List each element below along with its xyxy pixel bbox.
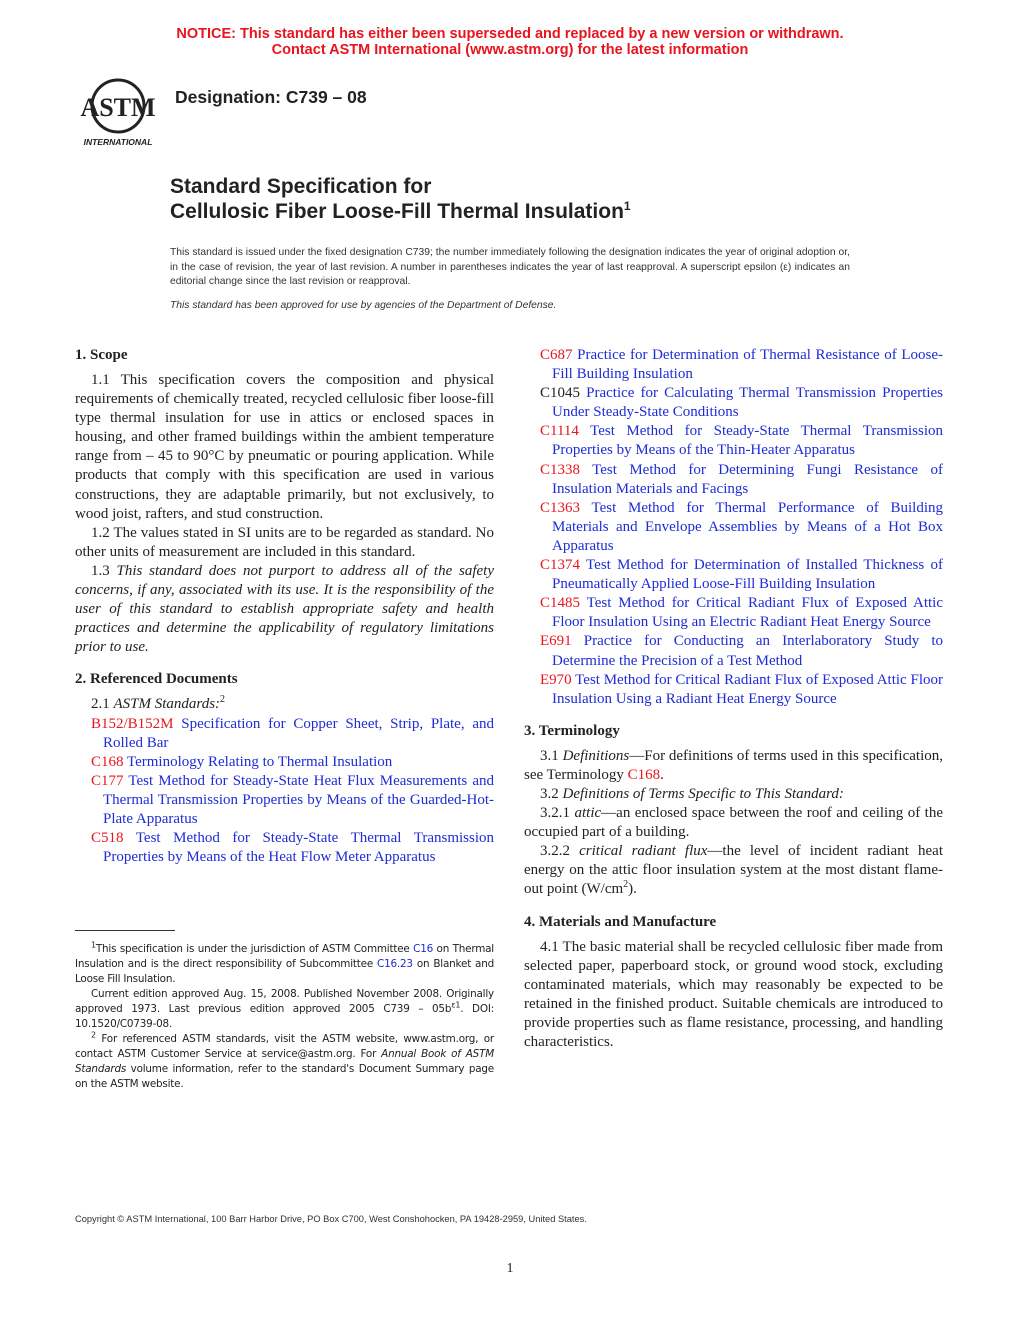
referenced-standard	[540, 422, 943, 460]
footnote	[75, 987, 494, 1032]
text-run: on Blanket and Loose Fill Insulation.	[75, 958, 495, 985]
referenced-standard	[91, 829, 494, 867]
footnotes	[75, 942, 494, 1092]
document-link[interactable]: Test Method for Steady-State Thermal Transmission Properties by Means of the Heat Flow Meter Apparatus	[103, 830, 494, 866]
section-heading: 2. Referenced Documents	[75, 671, 238, 688]
document-link[interactable]: C177	[91, 772, 124, 789]
document-title	[170, 174, 631, 224]
title-line-2	[170, 199, 631, 224]
footnote	[75, 1032, 494, 1092]
referenced-standard	[91, 753, 494, 772]
section-heading: 4. Materials and Manufacture	[524, 913, 717, 930]
document-link[interactable]: Test Method for Critical Radiant Flux of Exposed Attic Floor Insulation Using a Radiant Heat Energy Source	[552, 671, 943, 707]
dod-approval-note: This standard has been approved for use by agencies of the Department of Defense.	[170, 299, 557, 311]
astm-logo	[76, 76, 160, 148]
text-run: ASTM Standards:	[113, 696, 221, 713]
page-number: 1	[506, 1261, 514, 1276]
document-link[interactable]: Practice for Conducting an Interlaboratory Study to Determine the Precision of a Test Method	[552, 633, 943, 669]
footnote-marker: 2	[220, 694, 226, 706]
document-link[interactable]: E691	[540, 633, 572, 650]
designation: Designation: C739 – 08	[175, 87, 367, 107]
text-run: —the level of incident radiant heat energy on the attic floor insulation system at the most distant flame-out point (W/cm	[524, 843, 943, 898]
referenced-standard	[540, 461, 943, 499]
referenced-standard	[540, 384, 943, 422]
text-run: 1.1 This specification covers the composition and physical requirements of chemically treated, recycled cellulosic fiber loose-fill type thermal insulation for use in attics or enclosed spaces in housing, and other framed buildings within the ambient temperature range from – 45 to 90°C by pneumatic or pouring application. While products that comply with this specification are used in various constructions, they are adaptable primarily, but not exclusively, to wood joist, rafters, and stud construction.	[75, 372, 494, 522]
text-run: —For definitions of terms used in this specification, see Terminology	[524, 747, 944, 783]
text-run: attic	[574, 805, 602, 822]
referenced-standard	[540, 499, 943, 556]
footnote-marker: 2	[91, 1030, 96, 1040]
text-run: Annual Book of ASTM Standards	[75, 1048, 494, 1075]
text-run: Definitions	[562, 747, 630, 764]
text-run: 3.2.1	[540, 805, 575, 822]
paragraph	[524, 842, 943, 899]
text-run: .	[660, 766, 664, 783]
title-line-1: Standard Specification for	[170, 175, 432, 198]
text-run: 3.2.2	[540, 843, 580, 860]
document-link[interactable]: Practice for Determination of Thermal Resistance of Loose-Fill Building Insulation	[552, 347, 943, 383]
footnote-marker: ε1	[451, 1000, 461, 1010]
paragraph	[524, 785, 943, 804]
document-link[interactable]: C518	[91, 830, 124, 847]
footnote-marker: 1	[91, 940, 96, 950]
document-link[interactable]: Specification for Copper Sheet, Strip, Plate, and Rolled Bar	[103, 715, 494, 751]
document-link[interactable]: C16.23	[377, 958, 413, 970]
text-run: 2.1	[91, 696, 114, 713]
notice-line-1: NOTICE: This standard has either been superseded and replaced by a new version or withdrawn.	[176, 26, 844, 42]
left-column	[75, 346, 494, 867]
document-link[interactable]: C1114	[540, 423, 579, 440]
footnote	[75, 942, 494, 987]
paragraph	[524, 938, 943, 1053]
document-link[interactable]: Test Method for Determining Fungi Resistance of Insulation Materials and Facings	[552, 461, 943, 497]
text-run: critical radiant flux	[579, 843, 708, 860]
document-link[interactable]: C1374	[540, 557, 581, 574]
document-link[interactable]: C16	[413, 943, 434, 955]
referenced-standard	[540, 346, 943, 384]
document-link[interactable]: C168	[627, 766, 661, 783]
document-link[interactable]: C1485	[540, 595, 581, 612]
document-link[interactable]: Practice for Calculating Thermal Transmission Properties Under Steady-State Conditions	[552, 385, 943, 421]
text-run: Definitions of Terms Specific to This Standard:	[562, 785, 844, 802]
text-run: 1.3	[91, 562, 117, 579]
document-link[interactable]: C1338	[540, 461, 581, 478]
text-run: For referenced ASTM standards, visit the ASTM website, www.astm.org, or contact ASTM Customer Service at service@astm.org. For	[75, 1033, 494, 1060]
document-link[interactable]: Test Method for Steady-State Heat Flux Measurements and Thermal Transmission Properties by Means of the Guarded-Hot-Plate Apparatus	[103, 772, 494, 827]
document-link[interactable]: B152/B152M	[91, 715, 174, 732]
text-run: ).	[628, 881, 637, 898]
footnote-divider	[75, 930, 175, 931]
footnote-marker: 2	[623, 879, 629, 891]
document-link[interactable]: Test Method for Steady-State Thermal Transmission Properties by Means of the Thin-Heater Apparatus	[552, 423, 943, 459]
title-text: Cellulosic Fiber Loose-Fill Thermal Insulation	[170, 200, 624, 223]
text-run: C1045	[540, 385, 581, 402]
paragraph	[524, 747, 943, 785]
document-link[interactable]: C687	[540, 347, 573, 363]
paragraph	[75, 562, 494, 657]
document-link[interactable]: Test Method for Determination of Installed Thickness of Pneumatically Applied Loose-Fill Building Insulation	[552, 557, 943, 593]
right-column	[524, 346, 943, 1052]
section-heading: 1. Scope	[75, 347, 128, 363]
logo-mark: ASTM	[80, 93, 156, 122]
text-run: This specification is under the jurisdiction of ASTM Committee	[95, 943, 414, 955]
document-link[interactable]: C1363	[540, 499, 581, 516]
paragraph	[524, 804, 943, 842]
logo-subtext: INTERNATIONAL	[83, 137, 153, 147]
notice-line-2: Contact ASTM International (www.astm.org) for the latest information	[271, 41, 749, 58]
text-run: Current edition approved Aug. 15, 2008. Published November 2008. Originally approved 1973. Last previous edition approved 2005 C739 – 05b	[75, 988, 494, 1015]
document-link[interactable]: Test Method for Critical Radiant Flux of Exposed Attic Floor Insulation Using an Electric Radiant Heat Energy Source	[552, 595, 943, 631]
supersession-notice	[0, 27, 1020, 58]
text-run: 4.1 The basic material shall be recycled cellulosic fiber made from selected paper, paperboard stock, or ground wood stock, excluding contaminated materials, which may reasonably be expected to be retained in the finished product. Suitable chemicals are introduced to provide properties such as flame resistance, processing, and handling characteristics.	[524, 938, 943, 1050]
document-link[interactable]: Terminology Relating to Thermal Insulation	[123, 753, 393, 770]
paragraph	[75, 371, 494, 524]
document-link[interactable]: Test Method for Thermal Performance of Building Materials and Envelope Assemblies by Means of a Hot Box Apparatus	[552, 499, 943, 554]
copyright: Copyright © ASTM International, 100 Barr Harbor Drive, PO Box C700, West Conshohocken, PA 19428-2959, United States.	[75, 1214, 587, 1224]
referenced-standard	[540, 594, 943, 632]
referenced-standard	[540, 556, 943, 594]
text-run: on Thermal Insulation and is the direct responsibility of Subcommittee	[75, 943, 494, 970]
text-run: —an enclosed space between the roof and ceiling of the occupied part of a building.	[524, 805, 944, 841]
preamble	[170, 246, 850, 313]
paragraph	[75, 524, 494, 562]
referenced-standard	[91, 715, 494, 753]
document-link[interactable]: E970	[540, 671, 572, 688]
referenced-standard	[540, 632, 943, 670]
section-heading: 3. Terminology	[524, 722, 620, 739]
text-run: volume information, refer to the standard's Document Summary page on the ASTM website.	[75, 1063, 494, 1090]
text-run: 1.2 The values stated in SI units are to be regarded as standard. No other units of measurement are included in this standard.	[75, 524, 494, 560]
preamble-text: This standard is issued under the fixed designation C739; the number immediately following the designation indicates the year of original adoption or, in the case of revision, the year of last revision. A number in parentheses indicates the year of last reapproval. A superscript epsilon (ε) indicates an editorial change since the last revision or reapproval.	[170, 247, 850, 287]
text-run: 3.2	[540, 785, 563, 802]
paragraph	[75, 695, 494, 714]
document-link[interactable]: C168	[91, 753, 124, 770]
text-run: 3.1	[540, 747, 563, 764]
referenced-standard	[91, 772, 494, 829]
referenced-standard	[540, 671, 943, 709]
title-footnote-marker: 1	[623, 199, 631, 213]
text-run: . DOI: 10.1520/C0739-08.	[75, 1003, 494, 1030]
text-run: This standard does not purport to address all of the safety concerns, if any, associated with its use. It is the responsibility of the user of this standard to establish appropriate safety and health practices and determine the applicability of regulatory limitations prior to use.	[75, 562, 495, 656]
